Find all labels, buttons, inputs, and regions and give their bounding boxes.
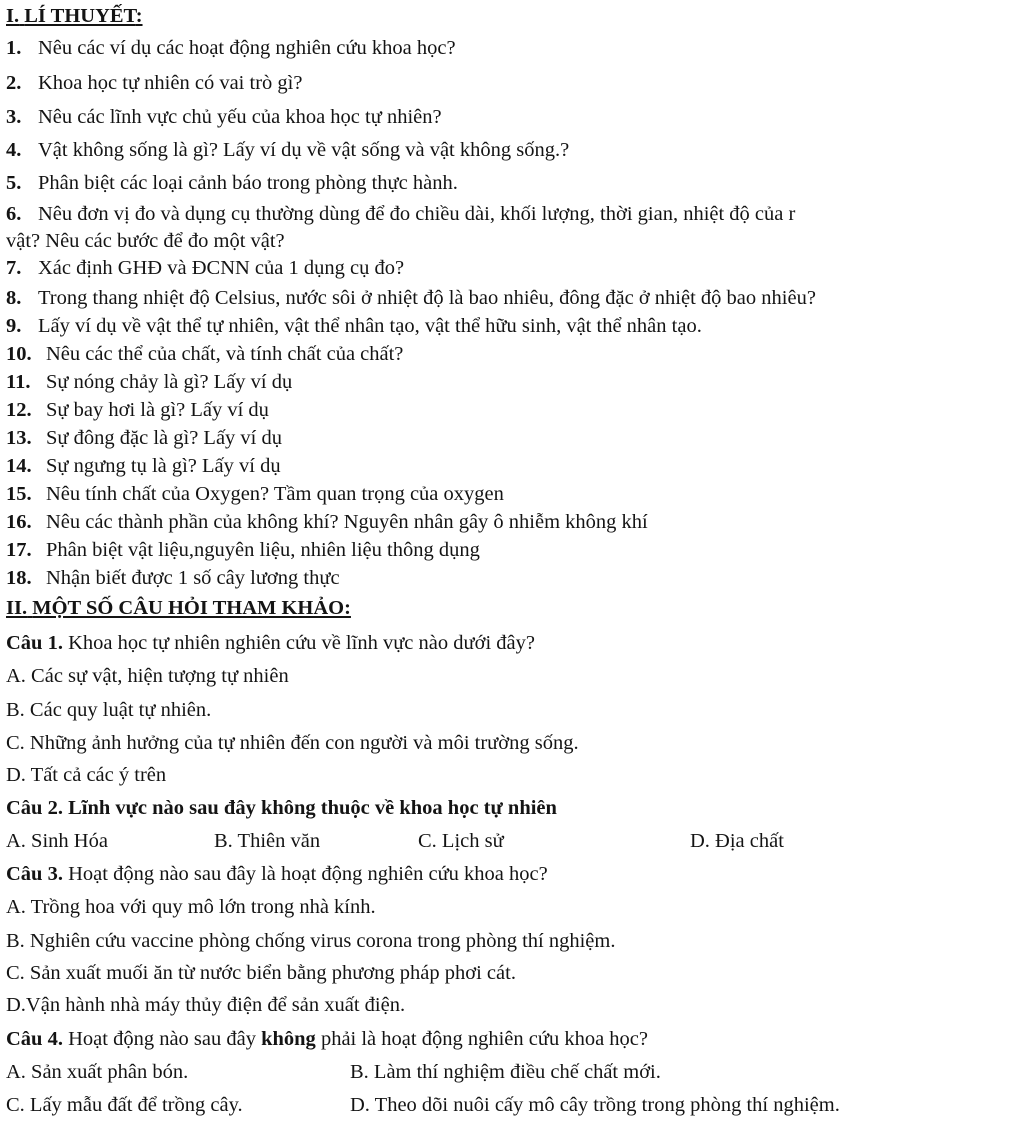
theory-item: [6, 285, 816, 311]
item-number: 5.: [6, 172, 22, 194]
item-number: 12.: [6, 399, 32, 421]
question-4: [6, 1026, 648, 1052]
section-1-colon: :: [135, 5, 143, 27]
item-number: 15.: [6, 483, 32, 505]
section-1-title: LÍ THUYẾT: [24, 5, 136, 27]
item-text: Nêu các ví dụ các hoạt động nghiên cứu khoa học?: [38, 37, 456, 59]
answer-option: D. Tất cả các ý trên: [6, 764, 167, 786]
answer-option: D.Vận hành nhà máy thủy điện để sản xuất điện.: [6, 994, 406, 1016]
item-number: 13.: [6, 427, 32, 449]
item-number: 1.: [6, 37, 22, 59]
section-1-number: I.: [6, 5, 20, 27]
item-number: 11.: [6, 371, 31, 393]
question-text: Hoạt động nào sau đây là hoạt động nghiên cứu khoa học?: [62, 863, 548, 885]
item-text: Khoa học tự nhiên có vai trò gì?: [38, 72, 303, 94]
item-text: Xác định GHĐ và ĐCNN của 1 dụng cụ đo?: [38, 257, 405, 279]
answer-option: D. Theo dõi nuôi cấy mô cây trồng trong phòng thí nghiệm.: [350, 1094, 840, 1116]
theory-item: [6, 255, 404, 281]
question-label: Câu 1.: [6, 632, 63, 654]
item-number: 14.: [6, 455, 32, 477]
item-number: 2.: [6, 72, 22, 94]
question-2: Câu 2. Lĩnh vực nào sau đây không thuộc về khoa học tự nhiên: [6, 797, 557, 819]
answer-option: C. Lấy mẫu đất để trồng cây.: [6, 1094, 243, 1116]
section-2-title: MỘT SỐ CÂU HỎI THAM KHẢO:: [32, 597, 351, 619]
item-number: 18.: [6, 567, 32, 589]
section-1-heading: [6, 3, 143, 29]
answer-option: C. Những ảnh hưởng của tự nhiên đến con người và môi trường sống.: [6, 732, 579, 754]
question-3: [6, 861, 548, 887]
theory-item: [6, 397, 269, 423]
answer-option: B. Các quy luật tự nhiên.: [6, 699, 212, 721]
item-number: 6.: [6, 203, 22, 225]
item-text: Sự nóng chảy là gì? Lấy ví dụ: [46, 371, 293, 393]
answer-option: B. Thiên văn: [214, 830, 321, 852]
question-text: Khoa học tự nhiên nghiên cứu về lĩnh vực nào dưới đây?: [62, 632, 535, 654]
question-text: phải là hoạt động nghiên cứu khoa học?: [315, 1028, 648, 1050]
theory-item: [6, 70, 302, 96]
theory-item: [6, 369, 292, 395]
theory-item: [6, 137, 569, 163]
theory-item: [6, 537, 480, 563]
item-text: Nêu các thể của chất, và tính chất của chất?: [46, 343, 404, 365]
theory-item: [6, 104, 442, 130]
answer-option: A. Sinh Hóa: [6, 830, 108, 852]
theory-item: [6, 35, 456, 61]
answer-option: D. Địa chất: [690, 830, 784, 852]
item-number: 7.: [6, 257, 22, 279]
theory-item: [6, 201, 795, 227]
theory-item: [6, 313, 702, 339]
item-text: Vật không sống là gì? Lấy ví dụ về vật sống và vật không sống.?: [38, 139, 570, 161]
question-label: Câu 3.: [6, 863, 63, 885]
question-1: [6, 630, 535, 656]
theory-item: [6, 565, 340, 591]
section-2-heading: [6, 595, 351, 621]
item-number: 3.: [6, 106, 22, 128]
item-number: 16.: [6, 511, 32, 533]
theory-item: [6, 453, 281, 479]
question-text: Hoạt động nào sau đây: [62, 1028, 262, 1050]
item-text: Nêu tính chất của Oxygen? Tầm quan trọng của oxygen: [46, 483, 504, 505]
answer-option: C. Lịch sử: [418, 830, 504, 852]
answer-option: A. Các sự vật, hiện tượng tự nhiên: [6, 665, 289, 687]
item-number: 4.: [6, 139, 22, 161]
item-text: Phân biệt các loại cảnh báo trong phòng thực hành.: [38, 172, 458, 194]
question-emphasis: không: [261, 1028, 316, 1050]
theory-item: [6, 425, 282, 451]
item-number: 10.: [6, 343, 32, 365]
item-number: 17.: [6, 539, 32, 561]
section-2-number: II.: [6, 597, 28, 619]
question-label: Câu 4.: [6, 1028, 63, 1050]
theory-item: [6, 481, 504, 507]
item-text: Sự ngưng tụ là gì? Lấy ví dụ: [46, 455, 281, 477]
item-number: 9.: [6, 315, 22, 337]
item-text: Phân biệt vật liệu,nguyên liệu, nhiên liệu thông dụng: [46, 539, 480, 561]
answer-option: C. Sản xuất muối ăn từ nước biển bằng phương pháp phơi cát.: [6, 962, 516, 984]
item-text: Nêu các lĩnh vực chủ yếu của khoa học tự nhiên?: [38, 106, 442, 128]
item-number: 8.: [6, 287, 22, 309]
item-text: Nhận biết được 1 số cây lương thực: [46, 567, 340, 589]
item-text: Trong thang nhiệt độ Celsius, nước sôi ở nhiệt độ là bao nhiêu, đông đặc ở nhiệt độ bao nhiêu?: [38, 287, 816, 309]
item-text: Nêu đơn vị đo và dụng cụ thường dùng để đo chiều dài, khối lượng, thời gian, nhiệt độ của r: [38, 203, 796, 225]
answer-option: B. Làm thí nghiệm điều chế chất mới.: [350, 1061, 661, 1083]
item-text: Sự đông đặc là gì? Lấy ví dụ: [46, 427, 282, 449]
theory-item-continuation: vật? Nêu các bước để đo một vật?: [6, 230, 285, 252]
theory-item: [6, 509, 648, 535]
answer-option: A. Sản xuất phân bón.: [6, 1061, 189, 1083]
item-text: Lấy ví dụ về vật thể tự nhiên, vật thể nhân tạo, vật thể hữu sinh, vật thể nhân tạo.: [38, 315, 702, 337]
theory-item: [6, 341, 403, 367]
answer-option: B. Nghiên cứu vaccine phòng chống virus corona trong phòng thí nghiệm.: [6, 930, 616, 952]
item-text: Sự bay hơi là gì? Lấy ví dụ: [46, 399, 269, 421]
answer-option: A. Trồng hoa với quy mô lớn trong nhà kính.: [6, 896, 376, 918]
item-text: Nêu các thành phần của không khí? Nguyên nhân gây ô nhiễm không khí: [46, 511, 648, 533]
theory-item: [6, 170, 458, 196]
